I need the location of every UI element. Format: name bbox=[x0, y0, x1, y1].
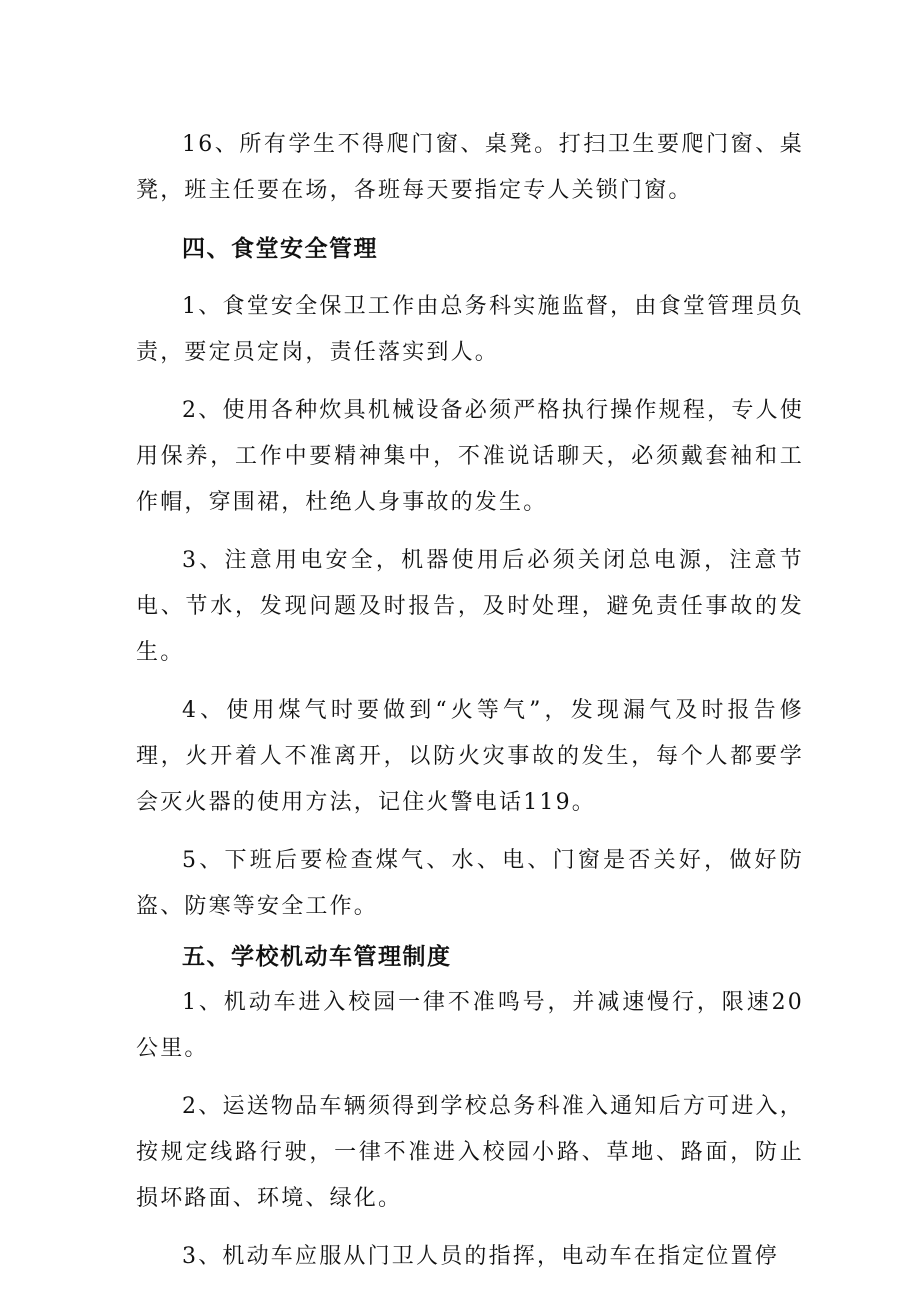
paragraph-canteen-rule-4: 4、使用煤气时要做到“火等气”，发现漏气及时报告修理，火开着人不准离开，以防火灾事故的发生，每个人都要学会灭火器的使用方法，记住火警电话119。 bbox=[136, 698, 804, 815]
document-body bbox=[136, 122, 804, 1280]
paragraph-canteen-rule-1: 1、食堂安全保卫工作由总务科实施监督，由食堂管理员负责，要定员定岗，责任落实到人。 bbox=[136, 294, 804, 365]
paragraph-vehicle-rule-3: 3、机动车应服从门卫人员的指挥，电动车在指定位置停 bbox=[182, 1244, 779, 1269]
paragraph-rule-16: 16、所有学生不得爬门窗、桌凳。打扫卫生要爬门窗、桌凳，班主任要在场，各班每天要指定专人关锁门窗。 bbox=[136, 132, 804, 203]
section-heading-canteen-safety: 四、食堂安全管理 bbox=[182, 236, 378, 262]
paragraph-canteen-rule-2: 2、使用各种炊具机械设备必须严格执行操作规程，专人使用保养，工作中要精神集中，不准说话聊天，必须戴套袖和工作帽，穿围裙，杜绝人身事故的发生。 bbox=[136, 398, 804, 515]
paragraph-vehicle-rule-1: 1、机动车进入校园一律不准鸣号，并减速慢行，限速20公里。 bbox=[136, 990, 804, 1061]
paragraph-canteen-rule-3: 3、注意用电安全，机器使用后必须关闭总电源，注意节电、节水，发现问题及时报告，及时处理，避免责任事故的发生。 bbox=[136, 548, 804, 665]
section-heading-vehicle-management: 五、学校机动车管理制度 bbox=[182, 944, 452, 970]
paragraph-vehicle-rule-2: 2、运送物品车辆须得到学校总务科准入通知后方可进入，按规定线路行驶，一律不准进入校园小路、草地、路面，防止损坏路面、环境、绿化。 bbox=[136, 1094, 804, 1211]
paragraph-canteen-rule-5: 5、下班后要检查煤气、水、电、门窗是否关好，做好防盗、防寒等安全工作。 bbox=[136, 848, 804, 919]
